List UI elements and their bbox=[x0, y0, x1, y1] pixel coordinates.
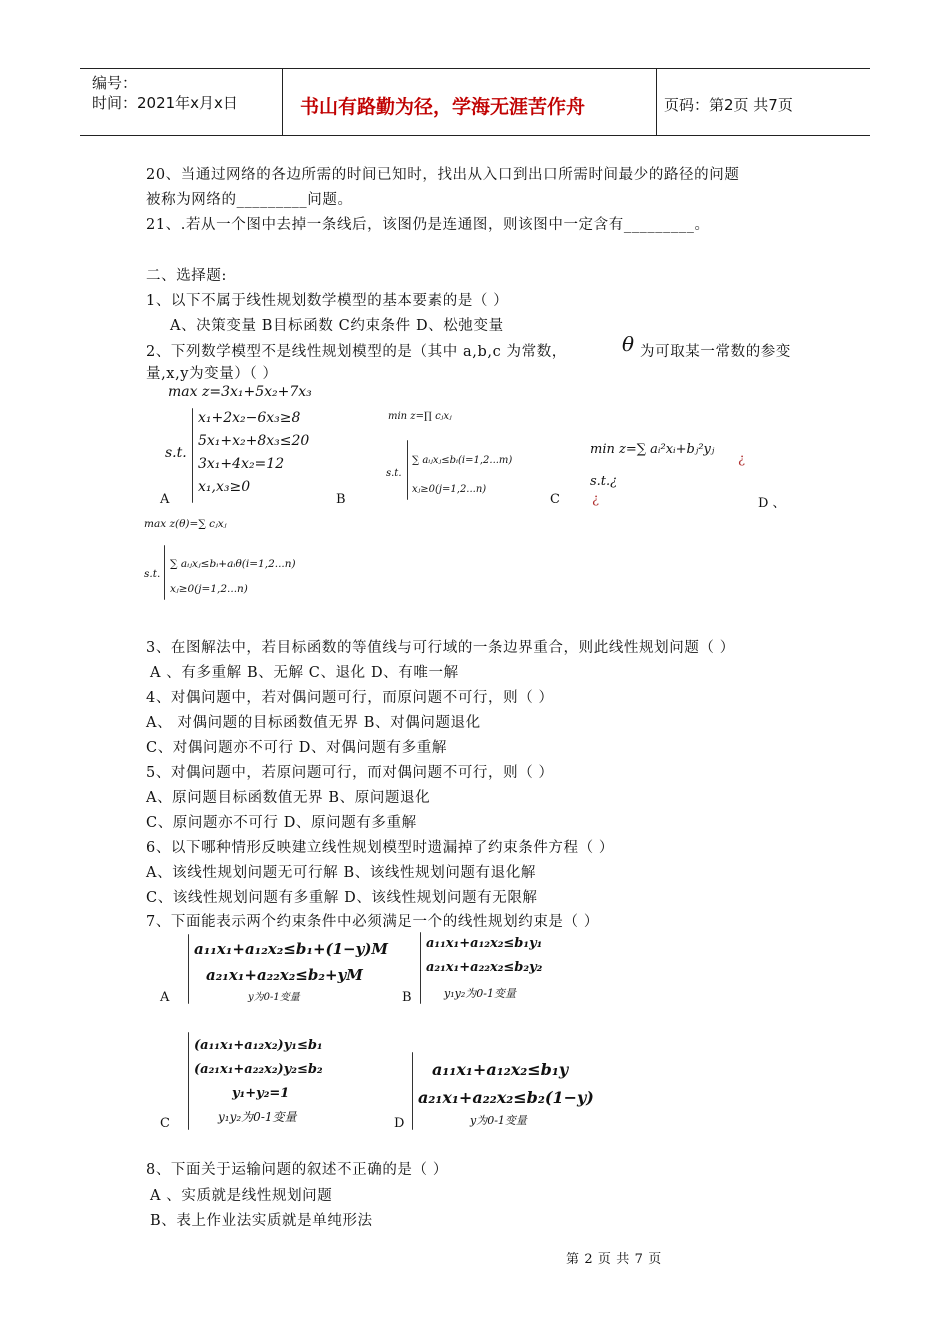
q2a-st: s.t. bbox=[165, 445, 187, 461]
q2-stem-line2: 量,x,y为变量）（ ） bbox=[146, 366, 278, 382]
q2-option-b-label: B bbox=[336, 492, 346, 507]
q8-option-a: A 、实质就是线性规划问题 bbox=[150, 1188, 333, 1204]
q2d-objective: max z(θ)=∑ cⱼxⱼ bbox=[144, 518, 227, 530]
q1-stem: 1、以下不属于线性规划数学模型的基本要素的是（ ） bbox=[146, 293, 509, 309]
footer-page-number: 第 2 页 共 7 页 bbox=[566, 1252, 662, 1267]
q2b-objective: min z=∏ cⱼxⱼ bbox=[388, 411, 452, 422]
q20-line1: 20、当通过网络的各边所需的时间已知时，找出从入口到出口所需时间最少的路径的问题 bbox=[146, 167, 740, 183]
header-top-rule bbox=[80, 68, 870, 69]
q7d-line1: a₁₁x₁+a₁₂x₂≤b₁y bbox=[432, 1060, 569, 1079]
q21: 21、.若从一个图中去掉一条线后，该图仍是连通图，则该图中一定含有_________。 bbox=[146, 217, 710, 233]
q3-stem: 3、在图解法中，若目标函数的等值线与可行域的一条边界重合，则此线性规划问题（ ） bbox=[146, 640, 735, 656]
q7b-line1: a₁₁x₁+a₁₂x₂≤b₁y₁ bbox=[426, 936, 543, 951]
q7-option-d-label: D bbox=[394, 1116, 405, 1131]
q4-options-ab: A、 对偶问题的目标函数值无界 B、对偶问题退化 bbox=[146, 715, 481, 731]
q2b-brace bbox=[407, 440, 408, 500]
q8-stem: 8、下面关于运输问题的叙述不正确的是（ ） bbox=[146, 1162, 448, 1178]
q8-option-b: B、表上作业法实质就是单纯形法 bbox=[150, 1213, 373, 1229]
q7d-brace bbox=[412, 1052, 413, 1130]
q2c-garble2: ¿ bbox=[592, 492, 599, 507]
q6-stem: 6、以下哪种情形反映建立线性规划模型时遗漏掉了约束条件方程（ ） bbox=[146, 840, 615, 856]
motto: 书山有路勤为径，学海无涯苦作舟 bbox=[300, 96, 586, 118]
time-label: 时间：2021年x月x日 bbox=[92, 94, 238, 112]
q2c-objective: min z=∑ aᵢ²xᵢ+bⱼ²yⱼ bbox=[590, 442, 715, 457]
q2a-constraint1: x₁+2x₂−6x₃≥8 bbox=[198, 410, 301, 426]
q3-options: A 、有多重解 B、无解 C、退化 D、有唯一解 bbox=[150, 665, 459, 681]
q2a-objective: max z=3x₁+5x₂+7x₃ bbox=[168, 384, 312, 400]
q2a-constraint2: 5x₁+x₂+8x₃≤20 bbox=[198, 433, 310, 449]
q2a-constraint3: 3x₁+4x₂=12 bbox=[198, 456, 285, 472]
q1-options: A、决策变量 B目标函数 C约束条件 D、松弛变量 bbox=[170, 318, 504, 334]
q2b-st: s.t. bbox=[386, 468, 402, 479]
q7b-line2: a₂₁x₁+a₂₂x₂≤b₂y₂ bbox=[426, 960, 543, 975]
q6-options-cd: C、该线性规划问题有多重解 D、该线性规划问题有无限解 bbox=[146, 890, 538, 906]
q7d-line2: a₂₁x₁+a₂₂x₂≤b₂(1−y) bbox=[418, 1088, 594, 1107]
q7a-line3: y为0-1变量 bbox=[248, 992, 300, 1003]
q5-options-cd: C、原问题亦不可行 D、原问题有多重解 bbox=[146, 815, 417, 831]
q2c-garble: ¿ bbox=[738, 452, 745, 467]
q2a-brace bbox=[192, 408, 193, 503]
q7d-line3: y为0-1变量 bbox=[470, 1114, 527, 1127]
q4-stem: 4、对偶问题中，若对偶问题可行，而原问题不可行，则（ ） bbox=[146, 690, 554, 706]
q7c-brace bbox=[188, 1032, 189, 1130]
header-page-label: 页码：第2页 共7页 bbox=[664, 96, 793, 114]
q2-option-c-label: C bbox=[550, 492, 560, 507]
q5-stem: 5、对偶问题中，若原问题可行，而对偶问题不可行，则（ ） bbox=[146, 765, 554, 781]
header-divider-left bbox=[282, 68, 283, 136]
q2-option-d-label: D 、 bbox=[758, 496, 786, 511]
q2a-constraint4: x₁,x₃≥0 bbox=[198, 479, 251, 495]
q7-option-a-label: A bbox=[160, 990, 170, 1005]
q20-line2: 被称为网络的_________问题。 bbox=[146, 192, 353, 208]
q4-options-cd: C、对偶问题亦不可行 D、对偶问题有多重解 bbox=[146, 740, 447, 756]
q2b-constraint2: xⱼ≥0(j=1,2...n) bbox=[412, 484, 487, 495]
q2c-st: s.t.¿ bbox=[590, 474, 618, 489]
theta-symbol: θ bbox=[622, 332, 635, 356]
q7a-line2: a₂₁x₁+a₂₂x₂≤b₂+yM bbox=[206, 966, 363, 984]
q7c-line4: y₁y₂为0-1变量 bbox=[218, 1110, 297, 1124]
q2-stem-line1-tail: 为可取某一常数的参变 bbox=[640, 344, 791, 360]
q7c-line2: (a₂₁x₁+a₂₂x₂)y₂≤b₂ bbox=[194, 1062, 323, 1077]
code-label: 编号： bbox=[92, 74, 138, 92]
header-bottom-rule bbox=[80, 135, 870, 136]
q6-options-ab: A、该线性规划问题无可行解 B、该线性规划问题有退化解 bbox=[146, 865, 536, 881]
q7c-line3: y₁+y₂=1 bbox=[232, 1086, 290, 1101]
q2b-constraint1: ∑ aᵢⱼxⱼ≤bᵢ(i=1,2...m) bbox=[412, 455, 513, 466]
section-title: 二、选择题: bbox=[146, 268, 227, 284]
q7a-line1: a₁₁x₁+a₁₂x₂≤b₁+(1−y)M bbox=[194, 940, 389, 958]
q7-stem: 7、下面能表示两个约束条件中必须满足一个的线性规划约束是（ ） bbox=[146, 914, 599, 930]
q7c-line1: (a₁₁x₁+a₁₂x₂)y₁≤b₁ bbox=[194, 1038, 323, 1053]
q2d-brace bbox=[164, 545, 165, 600]
q5-options-ab: A、原问题目标函数值无界 B、原问题退化 bbox=[146, 790, 431, 806]
q2d-st: s.t. bbox=[144, 568, 161, 580]
q7-option-c-label: C bbox=[160, 1116, 170, 1131]
q2-option-a-label: A bbox=[160, 492, 170, 507]
q2d-constraint1: ∑ aᵢⱼxⱼ≤bᵢ+aᵢθ(i=1,2...n) bbox=[170, 558, 296, 570]
q7b-line3: y₁y₂为0-1变量 bbox=[444, 987, 516, 1000]
q2d-constraint2: xⱼ≥0(j=1,2...n) bbox=[170, 583, 248, 595]
q7b-brace bbox=[420, 932, 421, 1004]
q7a-brace bbox=[188, 934, 189, 1004]
q2-stem-line1: 2、下列数学模型不是线性规划模型的是（其中 a,b,c 为常数， bbox=[146, 344, 567, 360]
header-divider-right bbox=[656, 68, 657, 136]
q7-option-b-label: B bbox=[402, 990, 412, 1005]
